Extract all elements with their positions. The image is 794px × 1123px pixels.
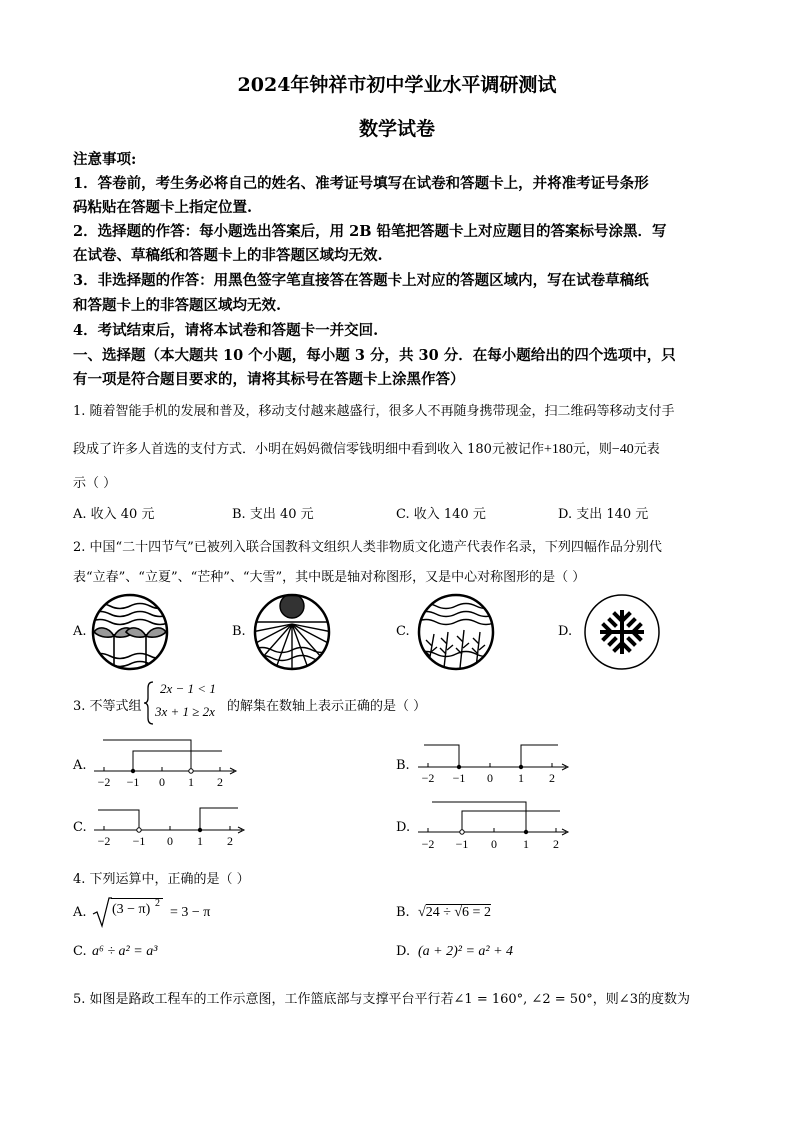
q4-option-a: = 3 − π: [170, 905, 211, 920]
q1-text: 示（ ）: [73, 476, 117, 491]
notice-line: 3．非选择题的作答：用黑色签字笔直接答在答题卡上对应的答题区域内，写在试卷草稿纸: [73, 272, 649, 289]
q1-text-b: 元，则: [572, 442, 612, 457]
number-line-a: [90, 735, 240, 790]
q1-plus-value: +180: [543, 442, 573, 457]
tick-label: 1: [197, 834, 203, 848]
q4-label-c: C.: [73, 944, 87, 959]
tick-label: −2: [421, 837, 435, 851]
tick-label: 0: [487, 771, 493, 785]
q1-text-c: 元表: [633, 442, 660, 457]
notice-line: 码粘贴在答题卡上指定位置.: [73, 199, 253, 216]
q2-label-b: B.: [232, 624, 246, 639]
q4-a-exponent: 2: [155, 898, 160, 909]
tick-label: 1: [523, 837, 529, 851]
daxue-snowflake-figure: [582, 592, 662, 672]
q1-text: 1. 随着智能手机的发展和普及，移动支付越来越盛行，很多人不再随身携带现金，扫二维码等移动支付手: [73, 404, 675, 419]
q3-prefix: 3. 不等式组: [73, 699, 142, 714]
lixia-figure: [252, 592, 332, 672]
tick-label: −2: [97, 834, 111, 848]
tick-label: −2: [421, 771, 435, 785]
number-line-b: [414, 735, 574, 790]
section-heading: 一、选择题（本大题共 10 个小题，每小题 3 分，共 30 分．在每小题给出的四个选项中，只: [73, 347, 676, 364]
q4-label-a: A.: [73, 905, 87, 920]
q3-suffix: 的解集在数轴上表示正确的是（ ）: [227, 699, 427, 714]
q2-label-a: A.: [73, 624, 87, 639]
q4-option-c: a⁶ ÷ a² = a³: [92, 944, 158, 959]
notice-line: 在试卷、草稿纸和答题卡上的非答题区域均无效.: [73, 247, 383, 264]
tick-label: 2: [549, 771, 555, 785]
tick-label: 0: [167, 834, 173, 848]
tick-label: −1: [452, 771, 466, 785]
q5-text: 5. 如图是路政工程车的工作示意图，工作篮底部与支撑平台平行若∠1 = 160°, ∠2 = 50°，则∠3的度数为: [73, 992, 690, 1007]
q2-text: 表“立春”、“立夏”、“芒种”、“大雪”，其中既是轴对称图形，又是中心对称图形的是（ ）: [73, 570, 586, 585]
q4-b-text: 24 ÷ √6 = 2: [425, 905, 491, 920]
page-subtitle: 数学试卷: [358, 118, 435, 140]
tick-label: 2: [217, 775, 223, 789]
section-heading: 有一项是符合题目要求的，请将其标号在答题卡上涂黑作答）: [73, 371, 465, 388]
q3-label-c: C.: [73, 820, 87, 835]
tick-label: 0: [491, 837, 497, 851]
notice-line: 4．考试结束后，请将本试卷和答题卡一并交回.: [73, 322, 379, 339]
tick-label: 2: [553, 837, 559, 851]
q3-label-b: B.: [396, 758, 410, 773]
tick-label: 1: [188, 775, 194, 789]
q1-option-c: C. 收入 140 元: [396, 507, 486, 522]
sqrt-sign-icon: [92, 896, 112, 928]
q4-option-d: (a + 2)² = a² + 4: [418, 944, 514, 959]
notice-line: 1．答卷前，考生务必将自己的姓名、准考证号填写在试卷和答题卡上，并将准考证号条形: [73, 175, 649, 192]
q4-label-b: B.: [396, 905, 410, 920]
notice-line: 和答题卡上的非答题区域均无效.: [73, 297, 282, 314]
tick-label: −2: [97, 775, 111, 789]
mangzhong-figure: [416, 592, 496, 672]
q1-option-d: D. 支出 140 元: [558, 507, 649, 522]
q3-label-a: A.: [73, 758, 87, 773]
q1-text-a: 段成了许多人首选的支付方式．小明在妈妈微信零钱明细中看到收入 180元被记作: [73, 442, 544, 457]
tick-label: 2: [227, 834, 233, 848]
q4-text: 4. 下列运算中，正确的是（ ）: [73, 872, 250, 887]
q1-option-a: A. 收入 40 元: [73, 507, 155, 522]
q3-label-d: D.: [396, 820, 411, 835]
notice-line: 2．选择题的作答：每小题选出答案后，用 2B 铅笔把答题卡上对应题目的答案标号涂黑．写: [73, 223, 667, 240]
q2-label-c: C.: [396, 624, 410, 639]
q4-a-inner: (3 − π): [112, 902, 151, 917]
tick-label: 1: [518, 771, 524, 785]
tick-label: −1: [455, 837, 469, 851]
number-line-d: [414, 795, 574, 853]
q3-inequality-2: 3x + 1 ≥ 2x: [155, 704, 215, 719]
q3-inequality-1: 2x − 1 < 1: [160, 681, 216, 696]
q4-option-b: √24 ÷ √6 = 2: [418, 905, 491, 920]
notice-heading: 注意事项:: [73, 151, 137, 168]
q1-option-b: B. 支出 40 元: [232, 507, 314, 522]
lichun-figure: [90, 592, 170, 672]
tick-label: −1: [132, 834, 146, 848]
number-line-c: [90, 800, 250, 852]
q1-text: [73, 438, 660, 458]
q1-minus-value: −40: [611, 442, 634, 457]
brace-icon: [143, 680, 155, 726]
q4-label-d: D.: [396, 944, 411, 959]
tick-label: −1: [126, 775, 140, 789]
tick-label: 0: [159, 775, 165, 789]
q2-label-d: D.: [558, 624, 573, 639]
page-title: 2024年钟祥市初中学业水平调研测试: [237, 74, 557, 96]
q2-text: 2. 中国“二十四节气”已被列入联合国教科文组织人类非物质文化遗产代表作名录，下列四幅作品分别代: [73, 540, 662, 555]
